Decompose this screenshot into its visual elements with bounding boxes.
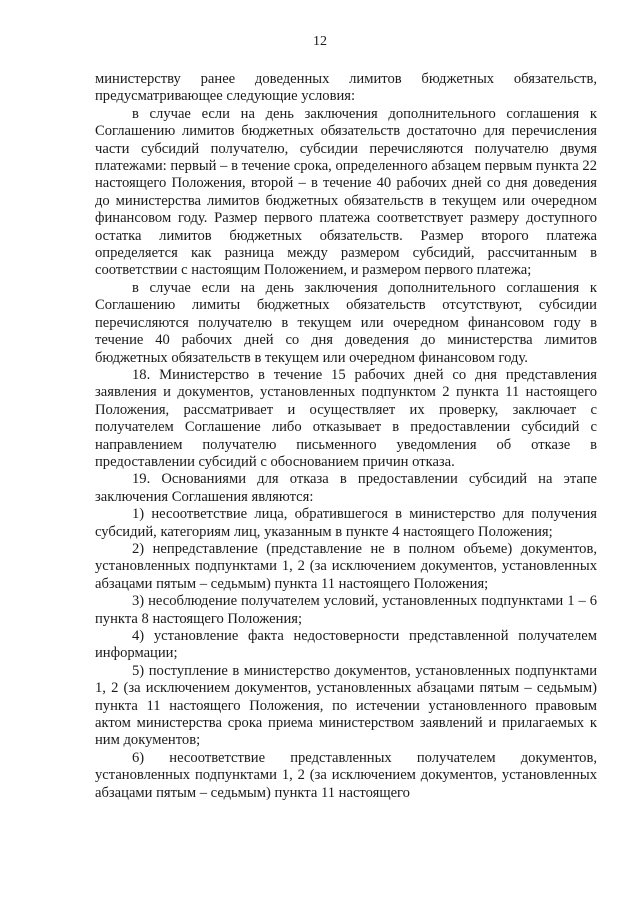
page-number: 12 xyxy=(313,34,327,49)
paragraph-continuation: министерству ранее доведенных лимитов бюджетных обязательств, предусматривающее следующие условия: xyxy=(95,71,597,105)
list-item-3: 3) несоблюдение получателем условий, установленных подпунктами 1 – 6 пункта 8 настоящего Положения; xyxy=(95,593,597,627)
paragraph-clause-18: 18. Министерство в течение 15 рабочих дней со дня представления заявления и документов, установленных подпунктом 2 пункта 11 настоящего Положения, рассматривает и осуществляет их проверку, заключает с получателем Соглашение либо отказывает в предоставлении субсидий с направлением получателю письменного уведомления об отказе в предоставлении субсидий с обоснованием причин отказа. xyxy=(95,366,597,470)
paragraph-clause-19: 19. Основаниями для отказа в предоставлении субсидий на этапе заключения Соглашения являются: xyxy=(95,471,597,505)
list-item-1: 1) несоответствие лица, обратившегося в министерство для получения субсидий, категориям лиц, указанным в пункте 4 настоящего Положения; xyxy=(95,506,597,540)
list-item-6: 6) несоответствие представленных получателем документов, установленных подпунктами 1, 2 (за исключением документов, установленных абзацами пятым – седьмым) пункта 11 настоящего xyxy=(95,749,597,801)
paragraph-condition-sufficient-limits: в случае если на день заключения дополнительного соглашения к Соглашению лимитов бюджетных обязательств достаточно для перечисления части субсидий получателю, субсидии перечисляются получателю двумя платежами: первый – в течение срока, определенного абзацем первым пункта 22 настоящего Положения, второй – в течение 40 рабочих дней со дня доведения до министерства лимитов бюджетных обязательств в текущем или очередном финансовом году. Размер первого платежа соответствует размеру доступного остатка лимитов бюджетных обязательств. Размер второго платежа определяется как разница между размером субсидий, рассчитанным в соответствии с настоящим Положением, и размером первого платежа; xyxy=(95,105,597,279)
paragraph-condition-no-limits: в случае если на день заключения дополнительного соглашения к Соглашению лимиты бюджетных обязательств отсутствуют, субсидии перечисляются получателю в текущем или очередном финансовом году в течение 40 рабочих дней со дня доведения до министерства лимитов бюджетных обязательств в текущем или очередном финансовом году. xyxy=(95,279,597,366)
list-item-2: 2) непредставление (представление не в полном объеме) документов, установленных подпунктами 1, 2 (за исключением документов, установленных абзацами пятым – седьмым) пункта 11 настоящего Положения; xyxy=(95,540,597,592)
list-item-5: 5) поступление в министерство документов, установленных подпунктами 1, 2 (за исключением документов, установленных абзацами пятым – седьмым) пункта 11 настоящего Положения, по истечении установленного правовым актом министерства срока приема министерством заявлений и прилагаемых к ним документов; xyxy=(95,662,597,749)
document-body xyxy=(95,71,597,802)
list-item-4: 4) установление факта недостоверности представленной получателем информации; xyxy=(95,628,597,662)
